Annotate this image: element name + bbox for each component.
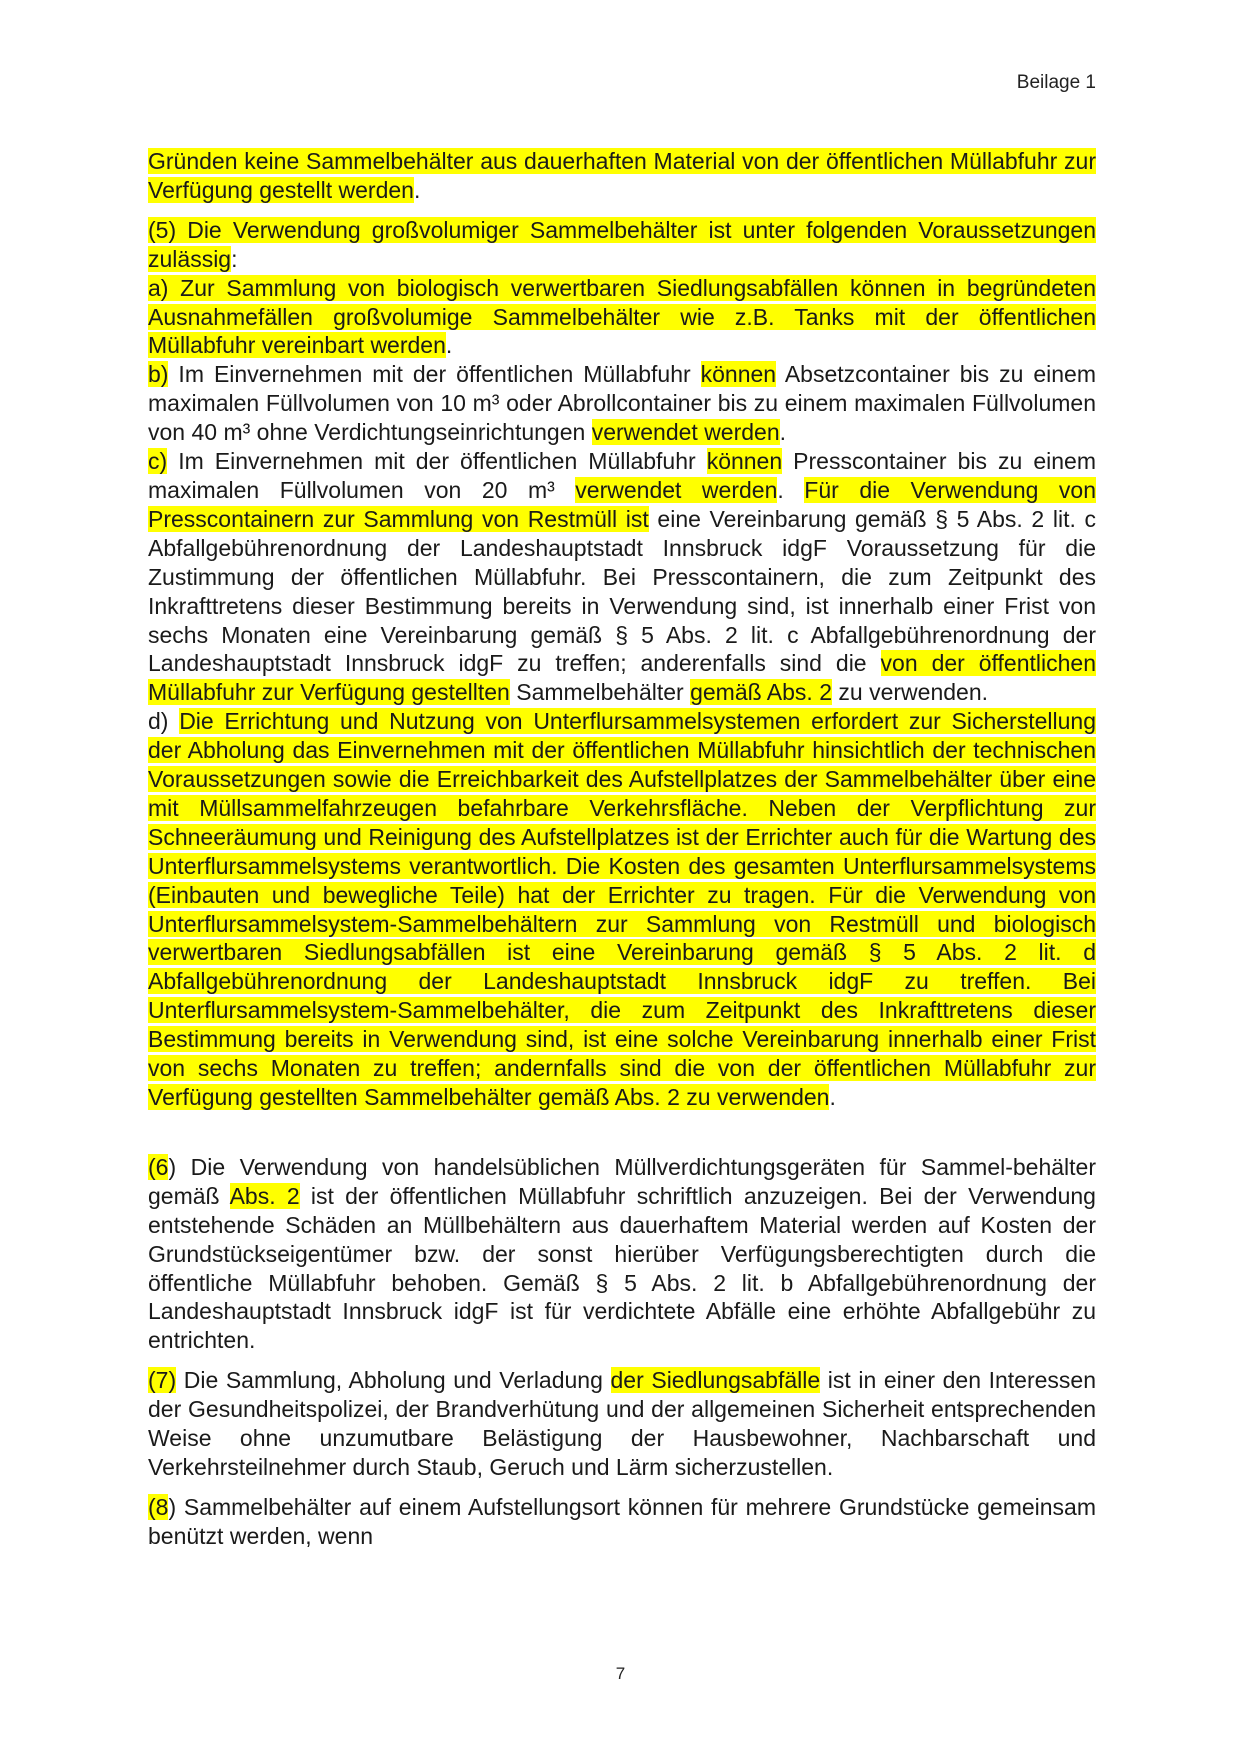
text-run: Die Sammlung, Abholung und Verladung bbox=[176, 1367, 611, 1394]
text-run: . bbox=[779, 419, 787, 446]
text-run: ) Die Verwendung von handelsüblichen Müllverdichtungsgeräten für Sammel-behälter gemäß bbox=[148, 1153, 1096, 1209]
paragraph-continuation bbox=[148, 147, 1096, 205]
highlighted-text: von der öffentlichen Müllabfuhr zur Verfügung gestellten bbox=[148, 650, 1096, 706]
text-run: . bbox=[413, 176, 421, 203]
text-run: : bbox=[231, 245, 238, 272]
text-run: Sammelbehälter bbox=[509, 679, 691, 706]
text-run: . bbox=[445, 332, 453, 359]
highlighted-text: Für die Verwendung von Presscontainern zur Sammlung von Restmüll ist bbox=[148, 476, 1097, 532]
highlighted-text: a) Zur Sammlung von biologisch verwertbaren Siedlungsabfällen können in begründeten Ausnahmefällen großvolumige Sammelbehälter wie z.B. Tanks mit der öffentlichen Müllabfuhr vereinbart werden bbox=[148, 274, 1096, 359]
highlighted-text: verwendet werden bbox=[575, 476, 778, 503]
paragraph-7 bbox=[148, 1366, 1096, 1482]
paragraph-5-intro bbox=[148, 216, 1096, 274]
page-header-label: Beilage 1 bbox=[1016, 72, 1096, 93]
text-run: d) bbox=[148, 708, 180, 735]
highlighted-text: (7) bbox=[148, 1367, 177, 1394]
paragraph-5-item-d bbox=[148, 707, 1096, 1112]
highlighted-text: c) bbox=[148, 448, 168, 475]
text-run: . bbox=[777, 476, 805, 503]
highlighted-text: können bbox=[700, 361, 777, 388]
page-number: 7 bbox=[615, 1664, 626, 1683]
paragraph-5-item-a bbox=[148, 274, 1096, 361]
paragraph-5-item-c bbox=[148, 447, 1096, 707]
highlighted-text: Gründen keine Sammelbehälter aus dauerhaften Material von der öffentlichen Müllabfuhr zur Verfügung gestellt werden bbox=[148, 148, 1096, 203]
paragraph-8 bbox=[148, 1493, 1096, 1551]
highlighted-text: Die Errichtung und Nutzung von Unterflursammelsystemen erfordert zur Sicherstellung der Abholung das Einvernehmen mit der öffentlichen Müllabfuhr hinsichtlich der technischen Voraussetzungen sowie die Erreichbarkeit des Aufstellplatzes der Sammelbehälter über eine mit Müllsammelfahrzeugen befahrbare Verkehrsfläche. Neben der Verpflichtung zur Schneeräumung und Reinigung des Aufstellplatzes ist der Errichter auch für die Wartung des Unterflursammelsystems verantwortlich. Die Kosten des gesamten Unterflursammelsystems (Einbauten und bewegliche Teile) hat der Errichter zu tragen. Für die Verwendung von Unterflursammelsystem-Sammelbehältern zur Sammlung von Restmüll und biologisch verwertbaren Siedlungsabfällen ist eine Vereinbarung gemäß § 5 Abs. 2 lit. d Abfallgebührenordnung der Landeshauptstadt Innsbruck idgF zu treffen. Bei Unterflursammelsystem-Sammelbehälter, die zum Zeitpunkt des Inkrafttretens dieser Bestimmung bereits in Verwendung sind, ist eine solche Vereinbarung innerhalb einer Frist von sechs Monaten zu treffen; andernfalls sind die von der öffentlichen Müllabfuhr zur Verfügung gestellten Sammelbehälter gemäß Abs. 2 zu verwenden bbox=[148, 708, 1096, 1110]
document-body bbox=[148, 147, 1096, 1551]
highlighted-text: (8 bbox=[148, 1493, 169, 1520]
text-run: Absetzcontainer bis zu einem maximalen Füllvolumen von 10 m³ oder Abrollcontainer bis zu einem maximalen Füllvolumen von 40 m³ ohne Verdichtungseinrichtungen bbox=[148, 361, 1096, 446]
text-run: zu verwenden. bbox=[832, 679, 988, 706]
text-run: Presscontainer bis zu einem maximalen Füllvolumen von 20 m³ bbox=[148, 448, 1096, 503]
highlighted-text: (5) Die Verwendung großvolumiger Sammelbehälter ist unter folgenden Voraussetzungen zulässig bbox=[148, 216, 1096, 272]
text-run: Im Einvernehmen mit der öffentlichen Müllabfuhr bbox=[168, 361, 701, 388]
paragraph-5-item-b bbox=[148, 360, 1096, 447]
highlighted-text: können bbox=[706, 448, 783, 475]
text-run: Im Einvernehmen mit der öffentlichen Müllabfuhr bbox=[167, 448, 707, 475]
paragraph-6 bbox=[148, 1153, 1096, 1355]
highlighted-text: gemäß Abs. 2 bbox=[690, 679, 833, 706]
highlighted-text: verwendet werden bbox=[591, 419, 780, 446]
text-run: eine Vereinbarung gemäß § 5 Abs. 2 lit. c Abfallgebührenordnung der Landeshauptstadt Innsbruck idgF Voraussetzung für die Zustimmung der öffentlichen Müllabfuhr. Bei Presscontainern, die zum Zeitpunkt des Inkrafttretens dieser Bestimmung bereits in Verwendung sind, ist innerhalb einer Frist von sechs Monaten eine Vereinbarung gemäß § 5 Abs. 2 lit. c Abfallgebührenordnung der Landeshauptstadt Innsbruck idgF zu treffen; anderenfalls sind die bbox=[148, 505, 1096, 677]
highlighted-text: Abs. 2 bbox=[229, 1182, 300, 1209]
highlighted-text: der Siedlungsabfälle bbox=[610, 1367, 821, 1394]
text-run: ist in einer den Interessen der Gesundheitspolizei, der Brandverhütung und der allgemeinen Sicherheit entsprechenden Weise ohne unzumutbare Belästigung der Hausbewohner, Nachbarschaft und Verkehrsteilnehmer durch Staub, Geruch und Lärm sicherzustellen. bbox=[148, 1367, 1096, 1480]
highlighted-text: b) bbox=[148, 361, 169, 388]
text-run: . bbox=[829, 1084, 836, 1110]
highlighted-text: (6 bbox=[148, 1153, 169, 1180]
text-run: ) Sammelbehälter auf einem Aufstellungsort können für mehrere Grundstücke gemeinsam benützt werden, wenn bbox=[148, 1493, 1096, 1549]
text-run: ist der öffentlichen Müllabfuhr schriftlich anzuzeigen. Bei der Verwendung entstehende Schäden an Müllbehältern aus dauerhaftem Material werden auf Kosten der Grundstückseigentümer bzw. der sonst hierüber Verfügungsberechtigten durch die öffentliche Müllabfuhr behoben. Gemäß § 5 Abs. 2 lit. b Abfallgebührenordnung der Landeshauptstadt Innsbruck idgF ist für verdichtete Abfälle eine erhöhte Abfallgebühr zu entrichten. bbox=[148, 1182, 1096, 1354]
